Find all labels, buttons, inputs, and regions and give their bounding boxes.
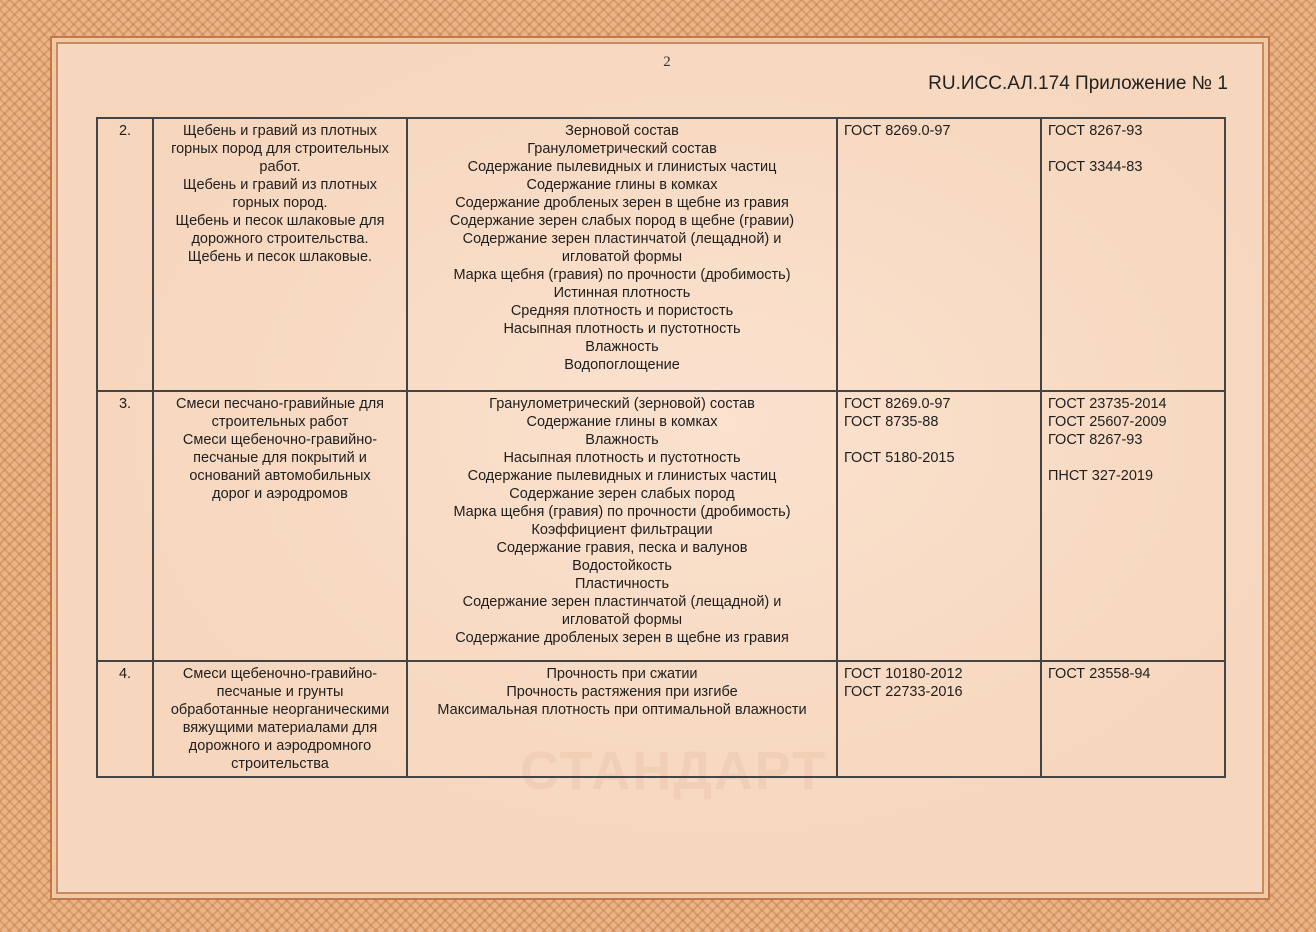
property-line: Содержание зерен слабых пород в щебне (гравии) [449,213,795,229]
test-object-cell [153,118,407,391]
test-method-standards-cell [837,661,1041,777]
property-line: Водостойкость [572,558,672,574]
background-watermark: СТАНДАРТ [520,741,827,801]
property-line: Содержание глины в комках [526,414,718,430]
property-line: Зерновой состав [565,123,679,139]
object-line: строительства [231,756,329,772]
product-standards-cell [1041,391,1225,661]
standard-line [844,431,1034,449]
object-line: работ. [259,159,301,175]
property-line: Влажность [585,432,659,448]
object-line: Щебень и песок шлаковые для [175,213,385,229]
property-line: Насыпная плотность и пустотность [503,450,741,466]
property-line: Содержание дробленых зерен в щебне из гравия [455,195,789,211]
object-line: дорожного и аэродромного [188,738,372,754]
object-line: Щебень и гравий из плотных [182,177,378,193]
document-id: RU.ИСС.АЛ.174 Приложение № 1 [928,73,1228,94]
object-line: Смеси песчано-гравийные для [175,396,385,412]
property-line: Средняя плотность и пористость [510,303,734,319]
product-standards-cell [1041,118,1225,391]
properties-cell [407,118,837,391]
test-object-cell [153,661,407,777]
property-line: Гранулометрический (зерновой) состав [489,396,755,412]
row-number-text: 3. [118,396,132,412]
property-line: Влажность [585,339,659,355]
object-line: горных пород для строительных [171,141,389,157]
standard-line: ГОСТ 3344-83 [1048,159,1143,175]
property-line: Прочность растяжения при изгибе [506,684,738,700]
product-standards-cell [1041,661,1225,777]
property-line: Насыпная плотность и пустотность [503,321,741,337]
object-line: дорог и аэродромов [212,486,348,502]
row-number [97,391,153,661]
object-line: песчаные для покрытий и [193,450,367,466]
table-row [97,391,1225,661]
standard-line: ГОСТ 8735-88 [844,414,939,430]
property-line: Содержание глины в комках [526,177,718,193]
row-number [97,118,153,391]
row-number [97,661,153,777]
property-line: Содержание зерен слабых пород [509,486,735,502]
property-line: Коэффициент фильтрации [531,522,713,538]
object-line: Щебень и гравий из плотных [182,123,378,139]
standard-line: ГОСТ 5180-2015 [844,450,955,466]
row-number-text: 2. [118,123,132,139]
test-object-cell [153,391,407,661]
standard-line: ГОСТ 8267-93 [1048,123,1143,139]
standard-line [1048,449,1218,467]
standard-line: ГОСТ 8267-93 [1048,432,1143,448]
property-line: Содержание зерен пластинчатой (лещадной) и [462,594,782,610]
object-line: обработанные неорганическими [170,702,390,718]
object-line: Смеси щебеночно-гравийно- [182,432,378,448]
standard-line: ГОСТ 23558-94 [1048,666,1151,682]
standard-line: ГОСТ 23735-2014 [1048,396,1167,412]
object-line: горных пород. [232,195,328,211]
property-line: Прочность при сжатии [546,666,698,682]
property-line: Содержание пылевидных и глинистых частиц [467,468,777,484]
property-line: игловатой формы [561,249,683,265]
object-line: Щебень и песок шлаковые. [187,249,373,265]
standard-line: ГОСТ 8269.0-97 [844,123,951,139]
accreditation-scope-table [96,117,1226,778]
object-line: строительных работ [211,414,349,430]
test-method-standards-cell [837,391,1041,661]
row-number-text: 4. [118,666,132,682]
property-line: игловатой формы [561,612,683,628]
property-line: Марка щебня (гравия) по прочности (дробимость) [453,504,791,520]
property-line: Максимальная плотность при оптимальной влажности [437,702,807,718]
object-line: дорожного строительства. [191,231,369,247]
object-line: вяжущими материалами для [182,720,378,736]
standard-line: ГОСТ 8269.0-97 [844,396,951,412]
property-line: Содержание дробленых зерен в щебне из гравия [455,630,789,646]
standard-line: ГОСТ 25607-2009 [1048,414,1167,430]
standard-line [1048,140,1218,158]
standard-line: ГОСТ 22733-2016 [844,684,963,700]
properties-cell [407,391,837,661]
standard-line: ГОСТ 10180-2012 [844,666,963,682]
property-line: Водопоглощение [564,357,680,373]
standard-line: ПНСТ 327-2019 [1048,468,1154,484]
test-method-standards-cell [837,118,1041,391]
page-number: 2 [663,54,671,70]
property-line: Содержание гравия, песка и валунов [496,540,748,556]
property-line: Содержание пылевидных и глинистых частиц [467,159,777,175]
property-line: Истинная плотность [553,285,691,301]
table-row [97,118,1225,391]
properties-cell [407,661,837,777]
property-line: Содержание зерен пластинчатой (лещадной) и [462,231,782,247]
property-line: Пластичность [574,576,669,592]
object-line: оснований автомобильных [189,468,371,484]
table-row [97,661,1225,777]
object-line: Смеси щебеночно-гравийно- [182,666,378,682]
property-line: Гранулометрический состав [527,141,717,157]
object-line: песчаные и грунты [216,684,344,700]
property-line: Марка щебня (гравия) по прочности (дробимость) [453,267,791,283]
